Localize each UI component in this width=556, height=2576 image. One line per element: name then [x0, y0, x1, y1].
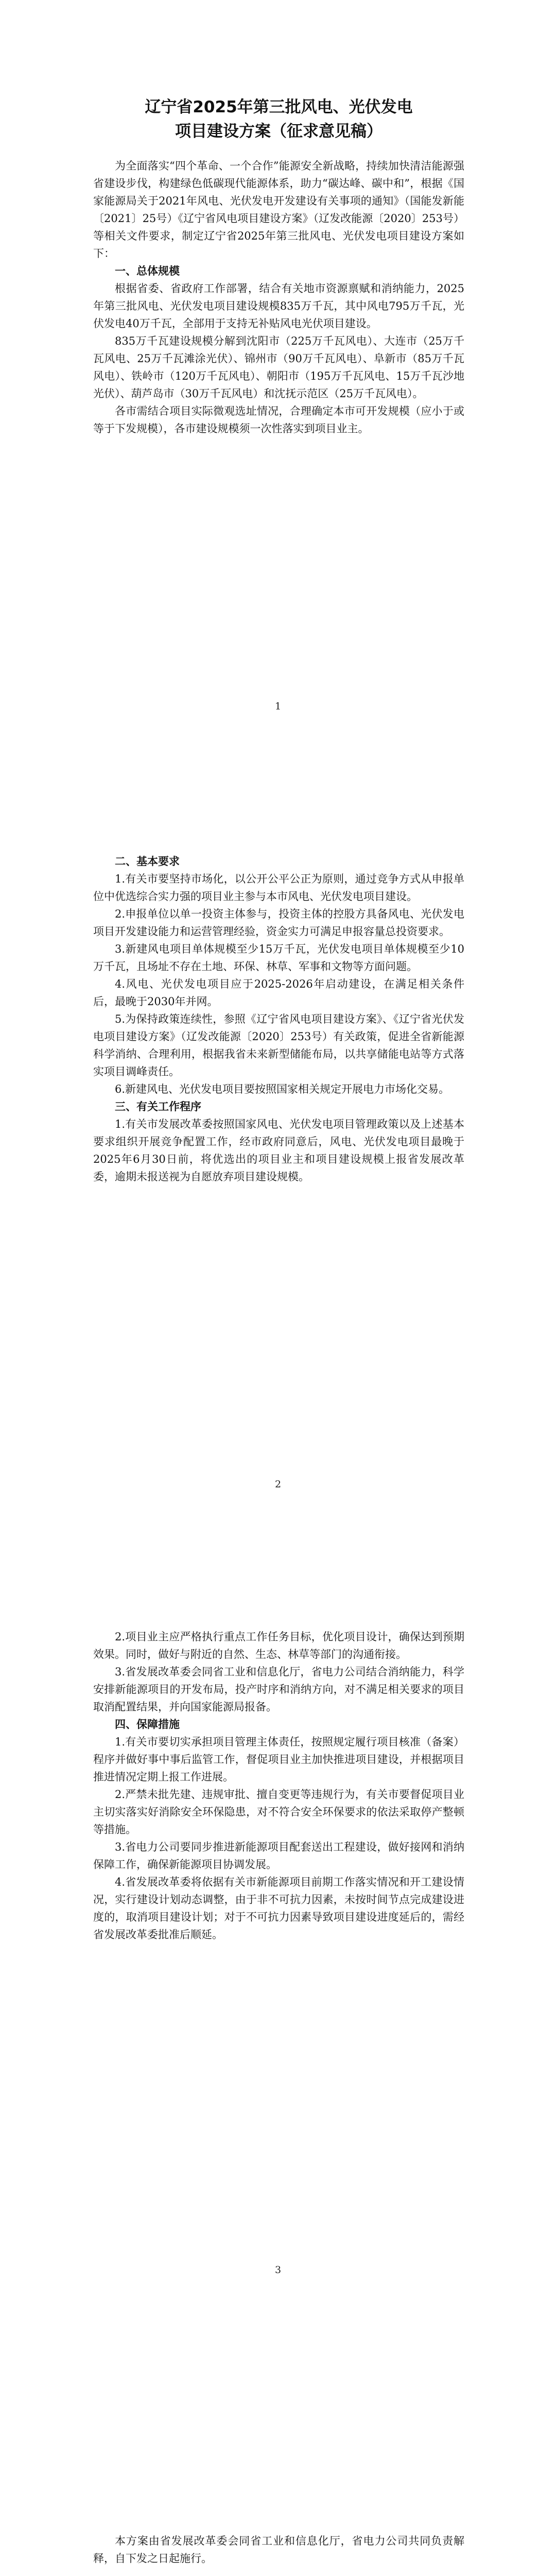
safeguard-item: 4.省发展改革委将依据有关市新能源项目前期工作落实情况和开工建设情况，实行建设计划动态调整，由于非不可抗力因素，未按时间节点完成建设进度的，取消项目建设计划；对于不可抗力因素导致项目建设进度延后的，需经省发展改革委批准后顺延。: [93, 1876, 464, 1941]
procedure-item: 2.项目业主应严格执行重点工作任务目标，优化项目设计，确保达到预期效果。同时，做好与附近的自然、生态、林草等部门的沟通衔接。: [93, 1631, 464, 1660]
requirement-item: 6.新建风电、光伏发电项目要按照国家相关规定开展电力市场化交易。: [115, 1083, 450, 1095]
page-number-2: 2: [274, 1479, 282, 1490]
document-page-2: [0, 853, 556, 1185]
requirement-item: 5.为保持政策连续性，参照《辽宁省风电项目建设方案》、《辽宁省光伏发电项目建设方案》（辽发改能源〔2020〕253号）有关政策，促进全省新能源科学消纳、合理利用，根据我省未来新型储能布局，以共享储能电站等方式落实项目调峰责任。: [93, 1013, 464, 1078]
document-page-1: [0, 95, 556, 437]
section1-paragraph-3: 各市需结合项目实际微观选址情况，合理确定本市可开发规模（应小于或等于下发规模），各市建设规模须一次性落实到项目业主。: [93, 405, 464, 435]
document-title: [93, 95, 464, 144]
requirement-item: 4.风电、光伏发电项目应于2025-2026年启动建设，在满足相关条件后，最晚于2030年并网。: [93, 978, 464, 1008]
safeguard-item: 1.有关市要切实承担项目管理主体责任，按照规定履行项目核准（备案）程序并做好事中事后监管工作，督促项目业主加快推进项目建设，并根据项目推进情况定期上报工作进展。: [93, 1736, 464, 1783]
section-heading-safeguards: 四、保障措施: [115, 1718, 180, 1731]
document-page-3: [0, 1628, 556, 1943]
procedure-item: 3.省发展改革委会同省工业和信息化厅，省电力公司结合消纳能力，科学安排新能源项目的开发布局，投产时序和消纳方向，对不满足相关要求的项目取消配置结果，并向国家能源局报备。: [93, 1666, 464, 1713]
requirement-item: 1.有关市要坚持市场化，以公开公平公正为原则，通过竞争方式从申报单位中优选综合实力强的项目业主参与本市风电、光伏发电项目建设。: [93, 873, 464, 903]
safeguard-item: 3.省电力公司要同步推进新能源项目配套送出工程建设，做好接网和消纳保障工作，确保新能源项目协调发展。: [93, 1841, 464, 1871]
section-heading-basic-requirements: 二、基本要求: [115, 855, 180, 868]
closing-statement: 本方案由省发展改革委会同省工业和信息化厅，省电力公司共同负责解释，自下发之日起施行。: [93, 2535, 464, 2565]
requirement-item: 3.新建风电项目单体规模至少15万千瓦，光伏发电项目单体规模至少10万千瓦，且场址不存在土地、环保、林草、军事和文物等方面问题。: [93, 943, 464, 973]
safeguard-item: 2.严禁未批先建、违规审批、擅自变更等违规行为，有关市要督促项目业主切实落实好消除安全环保隐患，对不符合安全环保要求的依法采取停产整顿等措施。: [93, 1788, 464, 1836]
procedure-item: 1.有关市发展改革委按照国家风电、光伏发电项目管理政策以及上述基本要求组织开展竞争配置工作，经市政府同意后，风电、光伏发电项目最晚于2025年6月30日前，将优选出的项目业主和项目建设规模上报省发展改革委，逾期未报送视为自愿放弃项目建设规模。: [93, 1118, 464, 1183]
intro-paragraph: 为全面落实“四个革命、一个合作”能源安全新战略，持续加快清洁能源强省建设步伐，构建绿色低碳现代能源体系，助力“碳达峰、碳中和”，根据《国家能源局关于2021年风电、光伏发电开发建设有关事项的通知》（国能发新能〔2021〕25号）《辽宁省风电项目建设方案》（辽发改能源〔2020〕253号）等相关文件要求，制定辽宁省2025年第三批风电、光伏发电项目建设方案如下：: [93, 160, 464, 260]
section1-paragraph-2: 835万千瓦建设规模分解到沈阳市（225万千瓦风电）、大连市（25万千瓦风电、25万千瓦滩涂光伏）、锦州市（90万千瓦风电）、阜新市（85万千瓦风电）、铁岭市（120万千瓦风电）、朝阳市（195万千瓦风电、15万千瓦沙地光伏）、葫芦岛市（30万千瓦风电）和沈抚示范区（25万千瓦风电）。: [93, 335, 464, 400]
section-heading-work-procedure: 三、有关工作程序: [115, 1100, 201, 1113]
document-page-4: [0, 2532, 556, 2576]
title-line-2: 项目建设方案（征求意见稿）: [175, 122, 383, 141]
section1-paragraph-1: 根据省委、省政府工作部署，结合有关地市资源禀赋和消纳能力，2025年第三批风电、光伏发电项目建设规模835万千瓦，其中风电795万千瓦，光伏发电40万千瓦，全部用于支持无补贴风电光伏项目建设。: [93, 282, 464, 330]
requirement-item: 2.申报单位以单一投资主体参与，投资主体的控股方具备风电、光伏发电项目开发建设能力和运营管理经验，资金实力可满足申报容量总投资要求。: [93, 908, 464, 938]
section-heading-overall-scale: 一、总体规模: [115, 265, 180, 277]
page-number-1: 1: [274, 701, 282, 712]
title-line-1: 辽宁省2025年第三批风电、光伏发电: [145, 98, 413, 116]
page-number-3: 3: [274, 2264, 282, 2276]
